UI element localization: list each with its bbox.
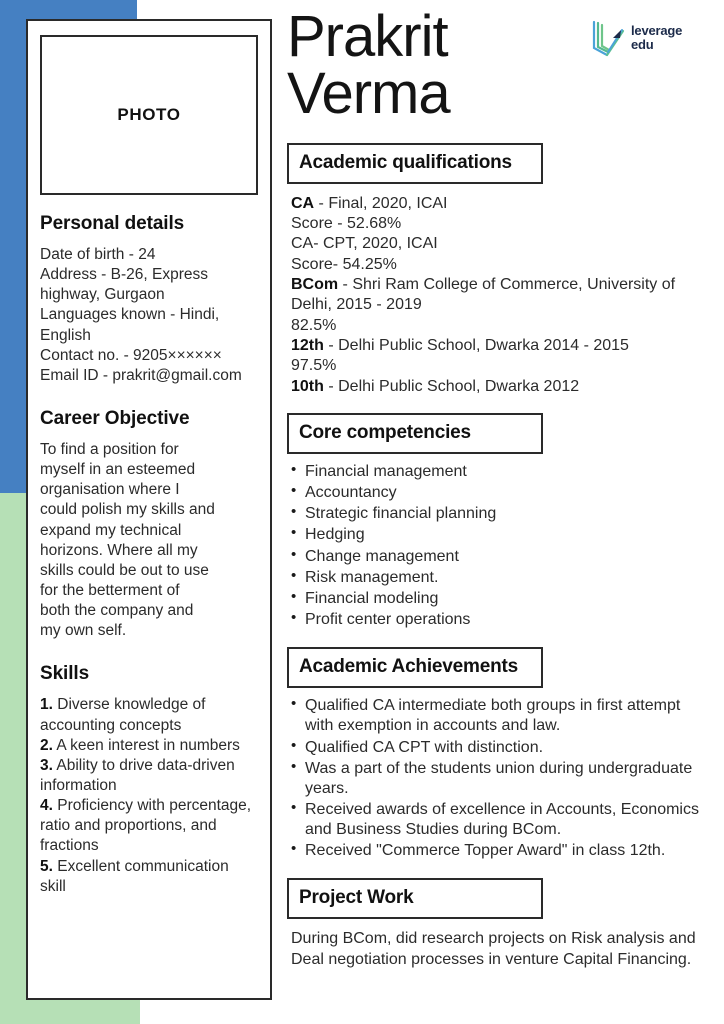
personal-detail-line: Languages known - Hindi, bbox=[40, 306, 220, 324]
academic-qualifications-body bbox=[291, 194, 707, 397]
main-column bbox=[287, 0, 707, 1024]
sidebar-card bbox=[26, 19, 272, 1000]
career-objective-line: both the company and bbox=[40, 602, 194, 620]
personal-detail-line: English bbox=[40, 326, 91, 344]
qualification-detail: Score - 52.68% bbox=[291, 215, 402, 233]
section-header-academic-qualifications: Academic qualifications bbox=[287, 143, 543, 184]
skill-item bbox=[40, 695, 258, 735]
section-header-project-work: Project Work bbox=[287, 878, 543, 919]
qualification-detail: 97.5% bbox=[291, 357, 337, 375]
logo-text-line2: edu bbox=[631, 37, 654, 52]
skill-text: Ability to drive data-driven information bbox=[40, 756, 235, 794]
skill-item bbox=[40, 736, 258, 756]
skill-text: Diverse knowledge of accounting concepts bbox=[40, 696, 206, 734]
last-name: Verma bbox=[287, 61, 450, 127]
career-objective-line: To find a position for bbox=[40, 440, 179, 458]
personal-detail-line: Address - B-26, Express bbox=[40, 266, 208, 284]
photo-placeholder-label: PHOTO bbox=[117, 105, 181, 124]
career-objective-line: organisation where I bbox=[40, 481, 180, 499]
logo-text-line1: leverage bbox=[631, 23, 683, 39]
skill-text: A keen interest in numbers bbox=[56, 736, 240, 754]
qualification-entry bbox=[291, 377, 707, 397]
list-item: • Change management bbox=[291, 547, 707, 567]
personal-details-heading: Personal details bbox=[40, 213, 185, 234]
personal-detail-line: highway, Gurgaon bbox=[40, 286, 165, 304]
skill-number: 4. bbox=[40, 797, 53, 815]
book-rocket-logo-icon bbox=[591, 18, 627, 58]
skill-number: 2. bbox=[40, 736, 53, 754]
list-item: • Was a part of the students union during undergraduate years. bbox=[291, 759, 707, 799]
qualification-detail: Score- 54.25% bbox=[291, 255, 397, 273]
personal-detail-line: Date of birth - 24 bbox=[40, 246, 156, 263]
career-objective-line: skills could be out to use bbox=[40, 561, 209, 579]
qualification-label: CA bbox=[291, 194, 315, 212]
qualification-entry bbox=[291, 316, 707, 336]
decorative-band-blue-left bbox=[0, 0, 26, 493]
list-item: • Accountancy bbox=[291, 483, 707, 503]
career-objective-text bbox=[40, 440, 258, 641]
career-objective-line: horizons. Where all my bbox=[40, 541, 198, 559]
section-header-core-competencies: Core competencies bbox=[287, 413, 543, 454]
list-item: • Qualified CA intermediate both groups in first attempt with exemption in accounts and law. bbox=[291, 696, 707, 736]
list-item: • Risk management. bbox=[291, 568, 707, 588]
list-item: • Received "Commerce Topper Award" in class 12th. bbox=[291, 841, 707, 861]
list-item: • Financial modeling bbox=[291, 589, 707, 609]
qualification-entry bbox=[291, 336, 707, 356]
skills-list bbox=[40, 695, 258, 896]
personal-detail-line: Contact no. - 9205×××××× bbox=[40, 346, 222, 364]
list-item: • Strategic financial planning bbox=[291, 504, 707, 524]
photo-placeholder-box bbox=[40, 35, 258, 195]
qualification-detail: - Shri Ram College of Commerce, University of Delhi, 2015 - 2019 bbox=[291, 276, 676, 314]
project-work-body: During BCom, did research projects on Risk analysis and Deal negotiation processes in venture Capital Financing. bbox=[291, 930, 696, 968]
qualification-detail: 82.5% bbox=[291, 316, 337, 334]
skill-text: Proficiency with percentage, ratio and proportions, and fractions bbox=[40, 797, 252, 855]
logo-wordmark bbox=[631, 24, 682, 51]
list-item: • Received awards of excellence in Accounts, Economics and Business Studies during BCom. bbox=[291, 800, 707, 840]
qualification-entry bbox=[291, 194, 707, 214]
qualification-entry bbox=[291, 255, 707, 275]
qualification-detail: - Delhi Public School, Dwarka 2012 bbox=[323, 377, 580, 395]
academic-achievements-list bbox=[291, 696, 707, 861]
qualification-detail: - Final, 2020, ICAI bbox=[314, 194, 448, 212]
qualification-detail: - Delhi Public School, Dwarka 2014 - 2015 bbox=[323, 337, 629, 354]
skill-item bbox=[40, 796, 258, 856]
career-objective-line: myself in an esteemed bbox=[40, 461, 196, 479]
career-objective-heading: Career Objective bbox=[40, 407, 190, 429]
list-item: • Qualified CA CPT with distinction. bbox=[291, 738, 707, 758]
qualification-entry bbox=[291, 234, 707, 254]
skills-heading: Skills bbox=[40, 663, 90, 685]
personal-details-text bbox=[40, 245, 258, 386]
skill-number: 3. bbox=[40, 756, 53, 774]
decorative-band-green-left bbox=[0, 493, 26, 1024]
leverage-edu-logo bbox=[591, 16, 699, 60]
qualification-label: 10th bbox=[291, 377, 324, 395]
career-objective-line: could polish my skills and bbox=[40, 501, 215, 519]
core-competencies-list bbox=[291, 462, 707, 630]
personal-detail-line: Email ID - prakrit@gmail.com bbox=[40, 366, 242, 384]
skill-text: Excellent communication skill bbox=[40, 857, 229, 895]
list-item: • Profit center operations bbox=[291, 610, 707, 630]
skill-item bbox=[40, 756, 258, 796]
skill-number: 1. bbox=[40, 696, 53, 714]
qualification-entry bbox=[291, 356, 707, 376]
qualification-detail: CA- CPT, 2020, ICAI bbox=[291, 235, 438, 253]
skill-item bbox=[40, 857, 258, 897]
career-objective-line: expand my technical bbox=[40, 521, 182, 539]
first-name: Prakrit bbox=[287, 4, 448, 69]
list-item: • Financial management bbox=[291, 462, 707, 482]
qualification-label: 12th bbox=[291, 337, 324, 354]
career-objective-line: my own self. bbox=[40, 622, 127, 640]
list-item: • Hedging bbox=[291, 525, 707, 545]
qualification-entry bbox=[291, 214, 707, 234]
career-objective-line: for the betterment of bbox=[40, 581, 180, 599]
section-header-academic-achievements: Academic Achievements bbox=[287, 647, 543, 688]
qualification-label: BCom bbox=[291, 276, 339, 294]
skill-number: 5. bbox=[40, 857, 53, 875]
qualification-entry bbox=[291, 275, 707, 316]
